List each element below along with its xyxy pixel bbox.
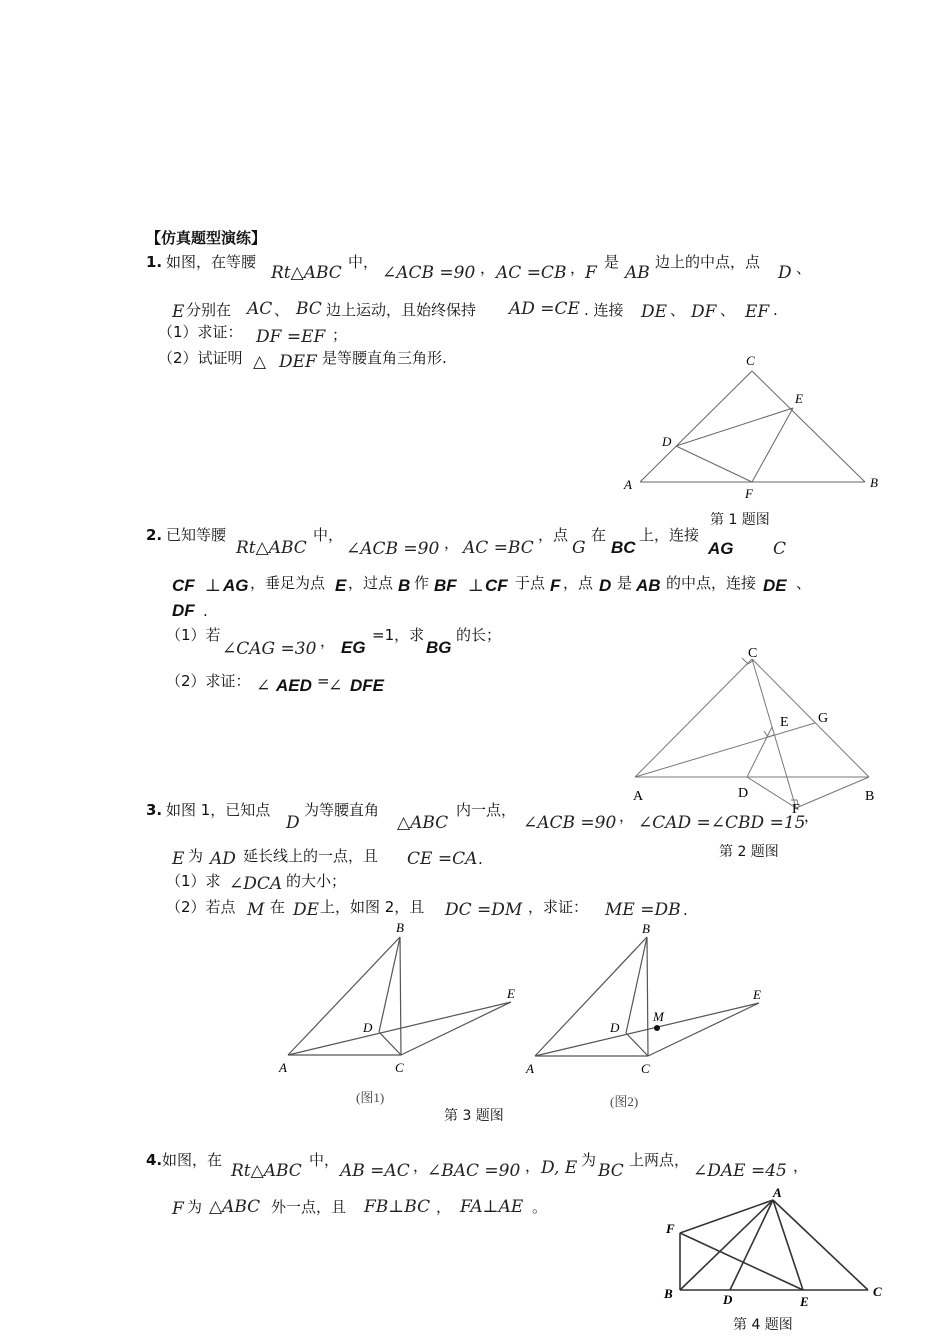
problem-text: 内一点，: [456, 801, 517, 819]
math-expr: B: [398, 576, 411, 595]
math-expr: ∠BAC =90: [427, 1161, 521, 1181]
math-expr: G: [572, 538, 586, 558]
math-expr: D: [286, 813, 300, 833]
problem-text: ，点: [538, 526, 569, 544]
problem-text: 是: [617, 574, 633, 592]
problem-text: 上，连接: [639, 526, 700, 544]
math-expr: ∠ACB =90: [382, 263, 476, 283]
problem-text: =1，求: [372, 626, 425, 644]
question-1: （1）若: [166, 626, 221, 644]
vertex-label: C: [395, 1060, 404, 1075]
problem-text: 是: [604, 253, 620, 271]
punct: ，: [570, 259, 586, 277]
math-expr: ∠: [328, 676, 343, 696]
problem-text: ，垂足为点: [250, 574, 326, 592]
math-expr: Rt△ABC: [231, 1161, 302, 1181]
problem-text: 在: [591, 526, 607, 544]
figure-4: [660, 1180, 890, 1310]
point-M-dot: [654, 1025, 660, 1031]
figure-sublabel: (图1): [356, 1090, 385, 1105]
vertex-label: E: [800, 1294, 809, 1309]
math-expr: BC: [598, 1161, 624, 1181]
math-expr: CF: [172, 576, 195, 595]
vertex-label: C: [641, 1061, 650, 1076]
math-expr: DEF: [279, 352, 317, 372]
vertex-label: F: [666, 1221, 675, 1236]
punct: ，: [793, 1157, 809, 1175]
math-expr: ⊥: [468, 576, 484, 596]
math-expr: M: [247, 900, 265, 920]
math-expr: F: [585, 263, 597, 283]
problem-text: 为等腰直角: [304, 801, 380, 819]
math-expr: D: [599, 576, 612, 595]
figure-sublabel: (图2): [610, 1094, 639, 1109]
math-expr: BC: [611, 538, 636, 557]
problem-text: 为: [581, 1151, 597, 1169]
question-1: （1）求证：: [158, 323, 243, 341]
punct: ，: [480, 259, 496, 277]
math-expr: ⊥: [205, 576, 221, 596]
math-expr: DE: [763, 576, 787, 595]
math-expr: AB: [625, 263, 650, 283]
math-expr: AED: [276, 676, 312, 695]
punct: 、: [670, 301, 686, 319]
punct: ；: [332, 326, 348, 344]
vertex-label: E: [795, 391, 803, 406]
math-expr: ∠ACB =90: [346, 539, 440, 559]
math-expr: BC: [296, 299, 322, 319]
math-expr: DE: [641, 302, 668, 322]
math-expr: D, E: [541, 1158, 578, 1178]
punct: ，: [413, 1157, 429, 1175]
punct: =: [317, 672, 330, 690]
math-expr: ∠DCA: [229, 874, 283, 894]
vertex-label: C: [873, 1284, 882, 1299]
punct: ，: [320, 632, 336, 650]
problem-text: ，点: [563, 574, 594, 592]
vertex-label: C: [746, 353, 755, 368]
question-2: （2）求证：: [166, 672, 251, 690]
problem-text: 作: [414, 574, 430, 592]
problem-text: 边上运动，且始终保持: [326, 301, 477, 319]
math-expr: AC: [247, 299, 273, 319]
math-expr: AB: [636, 576, 661, 595]
problem-text: 在: [270, 898, 286, 916]
figure-caption: 第 3 题图: [444, 1108, 504, 1124]
punct: .: [773, 301, 778, 319]
vertex-label: C: [748, 646, 758, 661]
problem-text: 上，如图 2，且: [320, 898, 425, 916]
vertex-label: D: [723, 1292, 733, 1307]
vertex-label: B: [870, 475, 878, 490]
figure-caption: 第 1 题图: [710, 512, 770, 528]
math-expr: CE =CA: [407, 849, 478, 869]
math-expr: E: [335, 576, 347, 595]
math-expr: △: [253, 352, 267, 372]
math-expr: AB =AC: [340, 1161, 410, 1181]
problem-number: 3.: [146, 801, 163, 819]
math-expr: ∠CAG =30: [222, 639, 317, 659]
math-expr: CF: [485, 576, 508, 595]
problem-text: ，过点: [348, 574, 394, 592]
punct: ，: [525, 1157, 541, 1175]
problem-text: ，求证：: [528, 898, 589, 916]
math-expr: AC =CB: [496, 263, 567, 283]
problem-text: 如图 1，已知点: [166, 801, 271, 819]
vertex-label: E: [780, 715, 789, 730]
problem-text: 中，: [309, 1151, 340, 1169]
vertex-label: D: [738, 786, 749, 801]
vertex-label: A: [624, 477, 632, 492]
figure-1: [615, 350, 885, 510]
vertex-label: B: [664, 1286, 673, 1301]
math-expr: AG: [708, 539, 734, 558]
problem-number: 4.: [146, 1151, 163, 1169]
problem-text: 中，: [313, 526, 344, 544]
problem-text: 如图，在等腰: [166, 253, 257, 271]
math-expr: ∠DAE =45: [693, 1161, 787, 1181]
vertex-label: D: [610, 1020, 620, 1035]
math-expr: EF: [745, 302, 770, 322]
math-expr: ∠CAD =∠CBD =15: [638, 813, 806, 833]
punct: ，: [444, 534, 460, 552]
math-expr: DF: [691, 302, 717, 322]
punct: ，: [619, 807, 635, 825]
math-expr: ∠: [256, 676, 271, 696]
math-expr: ME =DB: [605, 900, 681, 920]
punct: .: [203, 602, 208, 620]
question-2: （2）若点: [166, 898, 236, 916]
figure-3-2: [522, 915, 772, 1115]
math-expr: AC =BC: [463, 538, 534, 558]
vertex-label: B: [642, 921, 650, 936]
math-expr: FB⊥BC: [364, 1197, 431, 1217]
section-title: 【仿真题型演练】: [146, 229, 267, 247]
vertex-label: B: [865, 789, 875, 804]
math-expr: BF: [434, 576, 457, 595]
problem-text: 于点: [515, 574, 546, 592]
problem-text: 延长线上的一点，且: [243, 847, 379, 865]
math-expr: AG: [223, 576, 249, 595]
problem-text: 分别在: [186, 301, 232, 319]
problem-text: 如图，在: [162, 1151, 223, 1169]
math-expr: E: [172, 849, 185, 869]
punct: 、: [274, 301, 290, 319]
vertex-label: A: [633, 789, 644, 804]
vertex-label: D: [363, 1020, 373, 1035]
problem-text: 上两点，: [629, 1151, 690, 1169]
problem-text: 边上的中点，点: [655, 253, 761, 271]
problem-text: 为: [188, 847, 204, 865]
math-expr: D: [778, 263, 792, 283]
vertex-label: M: [653, 1009, 664, 1024]
vertex-label: E: [753, 987, 761, 1002]
punct: ，: [804, 807, 820, 825]
problem-text: 已知等腰: [166, 526, 227, 544]
vertex-label: A: [526, 1061, 534, 1076]
math-expr: Rt△ABC: [271, 263, 342, 283]
punct: 。: [532, 1198, 548, 1216]
problem-text: . 连接: [584, 301, 624, 319]
math-expr: DC =DM: [445, 900, 523, 920]
problem-number: 1.: [146, 253, 163, 271]
problem-text: 中，: [348, 253, 379, 271]
math-expr: DF: [172, 601, 195, 620]
punct: .: [478, 850, 483, 868]
math-expr: Rt△ABC: [236, 538, 307, 558]
problem-text: 的中点，连接: [666, 574, 757, 592]
math-expr: AD: [210, 849, 236, 869]
vertex-label: F: [792, 802, 800, 817]
math-expr: EG: [341, 638, 366, 657]
punct: .: [683, 901, 688, 919]
vertex-label: F: [745, 486, 753, 501]
problem-text: 外一点，且: [271, 1198, 347, 1216]
vertex-label: E: [507, 986, 515, 1001]
math-expr: △ABC: [209, 1197, 261, 1217]
math-expr: DF =EF: [256, 327, 326, 347]
punct: 、: [796, 259, 812, 277]
figure-2: [625, 640, 885, 817]
problem-text: 是等腰直角三角形.: [322, 349, 447, 367]
vertex-label: A: [279, 1060, 287, 1075]
math-expr: △ABC: [397, 813, 449, 833]
vertex-label: A: [773, 1185, 782, 1200]
problem-text: 为: [187, 1198, 203, 1216]
question-2: （2）试证明: [158, 349, 243, 367]
math-expr: F: [550, 576, 561, 595]
question-1: （1）求: [166, 872, 221, 890]
math-expr: E: [172, 302, 185, 322]
problem-text: 的长；: [456, 626, 502, 644]
figure-3-1: [275, 915, 525, 1110]
punct: 、: [720, 301, 736, 319]
vertex-label: G: [818, 711, 829, 726]
math-expr: ∠ACB =90: [523, 813, 617, 833]
problem-number: 2.: [146, 526, 163, 544]
math-expr: FA⊥AE: [460, 1197, 524, 1217]
math-expr: F: [172, 1199, 184, 1219]
math-expr: C: [773, 539, 787, 559]
math-expr: BG: [426, 638, 452, 657]
figure-caption: 第 2 题图: [719, 844, 779, 860]
vertex-label: B: [396, 920, 404, 935]
punct: 、: [796, 574, 812, 592]
problem-text: 的大小；: [286, 872, 347, 890]
math-expr: AD =CE: [509, 299, 580, 319]
figure-caption: 第 4 题图: [733, 1317, 793, 1333]
math-expr: DE: [293, 900, 320, 920]
math-expr: DFE: [350, 676, 384, 695]
punct: ，: [436, 1198, 452, 1216]
vertex-label: D: [662, 434, 672, 449]
